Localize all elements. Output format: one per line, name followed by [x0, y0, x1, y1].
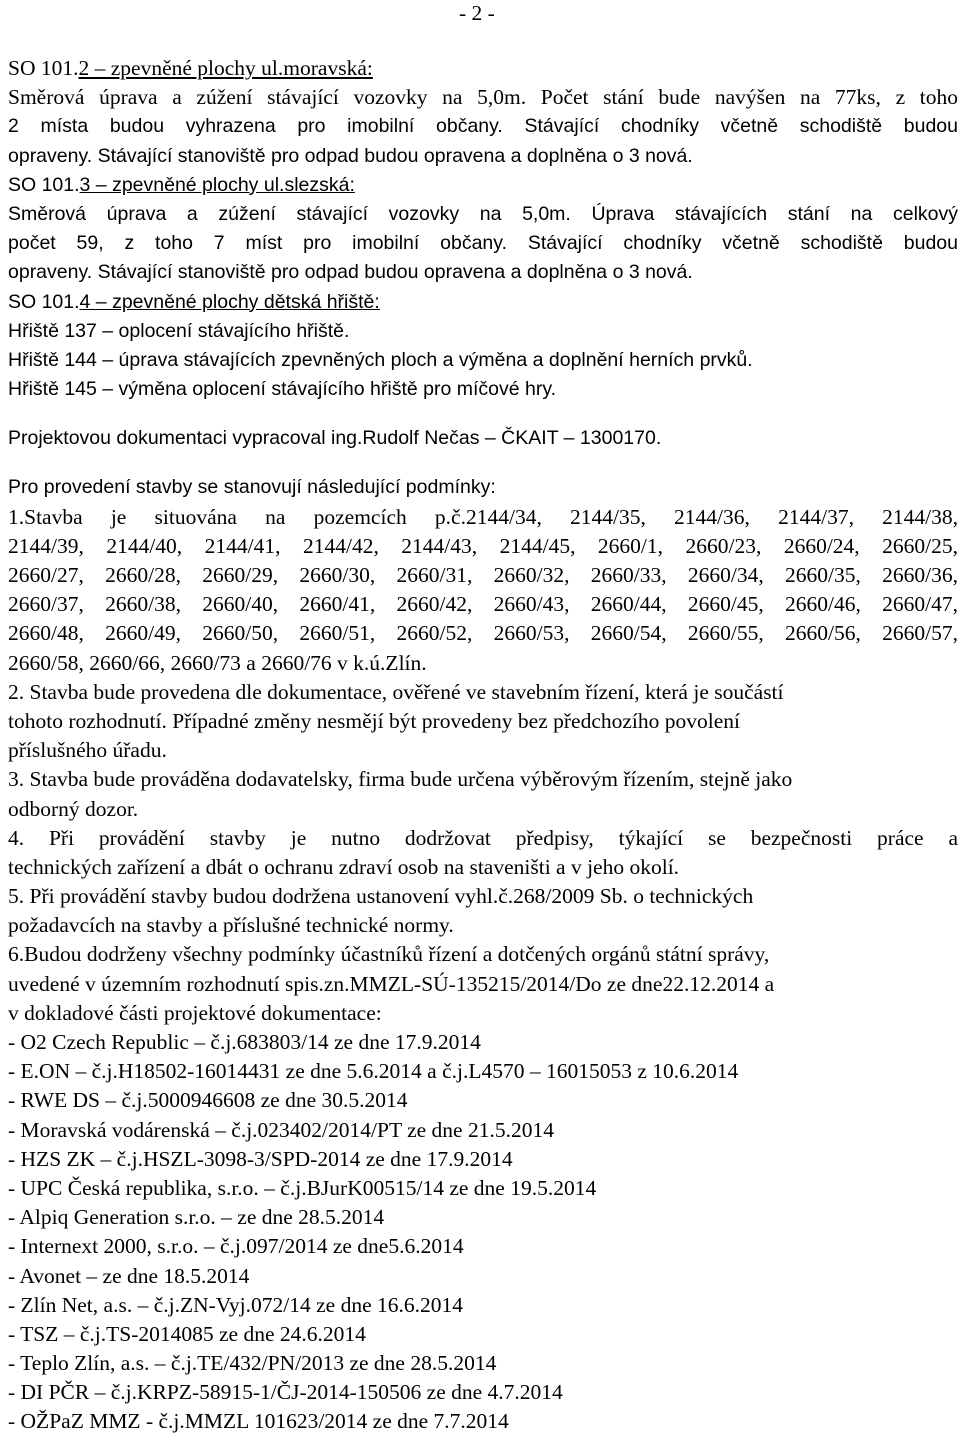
condition-line: 4. Při provádění stavby je nutno dodržovat předpisy, týkající se bezpečnosti práce a — [8, 825, 958, 850]
opinion-item: - Moravská vodárenská – č.j.023402/2014/PT ze dne 21.5.2014 — [8, 1117, 554, 1142]
heading-prefix: SO 101. — [8, 290, 80, 313]
heading-underlined: 4 – zpevněné plochy dětská hřiště: — [79, 290, 380, 313]
opinion-item: - Zlín Net, a.s. – č.j.ZN-Vyj.072/14 ze dne 16.6.2014 — [8, 1292, 463, 1317]
opinion-item: - Teplo Zlín, a.s. – č.j.TE/432/PN/2013 ze dne 28.5.2014 — [8, 1351, 497, 1376]
document-body — [8, 54, 958, 1437]
opinion-item: - UPC Česká republika, s.r.o. – č.j.BJurK00515/14 ze dne 19.5.2014 — [8, 1175, 597, 1200]
section-101-3-line: Směrová úprava a zúžení stávající vozovky na 5,0m. Úprava stávajících stání na celkový — [8, 202, 958, 225]
condition-line: 2. Stavba bude provedena dle dokumentace, ověřené ve stavebním řízení, která je součástí — [8, 679, 784, 704]
heading-prefix: SO 101. — [8, 56, 79, 80]
condition-line: tohoto rozhodnutí. Případné změny nesmějí být provedeny bez předchozího povolení — [8, 708, 741, 733]
section-101-4-line: Hřiště 145 – výměna oplocení stávajícího hřiště pro míčové hry. — [8, 378, 557, 401]
section-heading-101-4 — [8, 288, 958, 317]
section-heading-101-2 — [8, 54, 958, 83]
condition-line: 5. Při provádění stavby budou dodržena ustanovení vyhl.č.268/2009 Sb. o technických — [8, 884, 754, 909]
condition-line: odborný dozor. — [8, 796, 139, 821]
section-101-4-line: Hřiště 144 – úprava stávajících zpevněných ploch a výměna a doplnění herních prvků. — [8, 348, 753, 371]
condition-line: 2660/48, 2660/49, 2660/50, 2660/51, 2660/52, 2660/53, 2660/54, 2660/55, 2660/56, 2660/57, — [8, 621, 958, 646]
opinion-item: - OŽPaZ MMZ - č.j.MMZL 101623/2014 ze dne 7.7.2014 — [8, 1409, 509, 1434]
opinion-item: - TSZ – č.j.TS-2014085 ze dne 24.6.2014 — [8, 1321, 366, 1346]
section-101-2-line: opraveny. Stávající stanoviště pro odpad budou opravena a doplněna o 3 nová. — [8, 144, 693, 167]
section-101-3-line: opraveny. Stávající stanoviště pro odpad budou opravena a doplněna o 3 nová. — [8, 261, 693, 284]
section-heading-101-3 — [8, 171, 958, 200]
section-101-2-line: 2 místa budou vyhrazena pro imobilní občany. Stávající chodníky včetně schodiště budou — [8, 115, 958, 138]
condition-line: příslušného úřadu. — [8, 738, 167, 763]
heading-prefix: SO 101. — [8, 173, 80, 196]
condition-line: uvedené v územním rozhodnutí spis.zn.MMZL-SÚ-135215/2014/Do ze dne22.12.2014 a — [8, 971, 775, 996]
page-number: - 2 - — [459, 1, 495, 25]
condition-line: v dokladové části projektové dokumentace: — [8, 1000, 382, 1025]
condition-line: 2660/37, 2660/38, 2660/40, 2660/41, 2660/42, 2660/43, 2660/44, 2660/45, 2660/46, 2660/47, — [8, 592, 958, 617]
condition-line: 2660/27, 2660/28, 2660/29, 2660/30, 2660/31, 2660/32, 2660/33, 2660/34, 2660/35, 2660/36, — [8, 563, 958, 587]
heading-underlined: 3 – zpevněné plochy ul.slezská: — [79, 173, 355, 196]
opinion-item: - E.ON – č.j.H18502-16014431 ze dne 5.6.2014 a č.j.L4570 – 16015053 z 10.6.2014 — [8, 1059, 739, 1084]
section-101-4-line: Hřiště 137 – oplocení stávajícího hřiště. — [8, 319, 350, 342]
condition-line: 1.Stavba je situována na pozemcích p.č.2144/34, 2144/35, 2144/36, 2144/37, 2144/38, — [8, 504, 958, 529]
author-line: Projektovou dokumentaci vypracoval ing.Rudolf Nečas – ČKAIT – 1300170. — [8, 427, 662, 450]
condition-line: technických zařízení a dbát o ochranu zdraví osob na staveništi a v jeho okolí. — [8, 854, 680, 879]
opinion-item: - HZS ZK – č.j.HSZL-3098-3/SPD-2014 ze dne 17.9.2014 — [8, 1146, 513, 1171]
section-101-2-line: Směrová úprava a zúžení stávající vozovky na 5,0m. Počet stání bude navýšen na 77ks, z toho — [8, 85, 958, 110]
condition-line: 2660/58, 2660/66, 2660/73 a 2660/76 v k.ú.Zlín. — [8, 650, 427, 675]
conditions-intro: Pro provedení stavby se stanovují následující podmínky: — [8, 476, 496, 499]
condition-line: 3. Stavba bude prováděna dodavatelsky, firma bude určena výběrovým řízením, stejně jako — [8, 767, 793, 792]
condition-line: 6.Budou dodrženy všechny podmínky účastníků řízení a dotčených orgánů státní správy, — [8, 942, 770, 967]
opinion-item: - O2 Czech Republic – č.j.683803/14 ze dne 17.9.2014 — [8, 1030, 481, 1054]
condition-line: požadavcích na stavby a příslušné technické normy. — [8, 913, 454, 938]
section-101-3-line: počet 59, z toho 7 míst pro imobilní občany. Stávající chodníky včetně schodiště budou — [8, 232, 958, 255]
heading-underlined: 2 – zpevněné plochy ul.moravská: — [78, 56, 373, 80]
opinion-item: - DI PČR – č.j.KRPZ-58915-1/ČJ-2014-150506 ze dne 4.7.2014 — [8, 1380, 563, 1405]
opinion-item: - RWE DS – č.j.5000946608 ze dne 30.5.2014 — [8, 1088, 408, 1113]
opinion-item: - Avonet – ze dne 18.5.2014 — [8, 1263, 250, 1288]
opinion-item: - Alpiq Generation s.r.o. – ze dne 28.5.2014 — [8, 1205, 385, 1230]
opinion-item: - Internext 2000, s.r.o. – č.j.097/2014 ze dne5.6.2014 — [8, 1234, 464, 1259]
condition-line: 2144/39, 2144/40, 2144/41, 2144/42, 2144/43, 2144/45, 2660/1, 2660/23, 2660/24, 2660/25, — [8, 533, 958, 558]
